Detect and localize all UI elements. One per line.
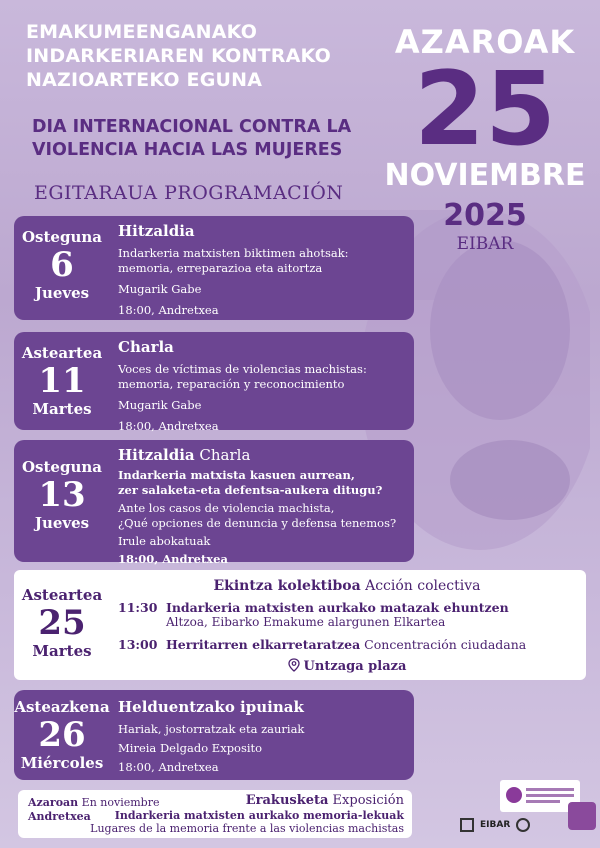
exhibition-info xyxy=(90,794,404,835)
item-text: Indarkeria matxisten aurkako matazak ehuntzen xyxy=(166,600,509,615)
collective-title xyxy=(118,578,576,594)
day-number: 11 xyxy=(38,361,86,401)
item-time: 13:00 xyxy=(118,637,158,652)
event-line: Mireia Delgado Exposito xyxy=(118,741,263,755)
event-line: zer salaketa-eta defentsa-aukera ditugu? xyxy=(118,483,383,497)
month-spanish: NOVIEMBRE xyxy=(384,158,586,193)
sponsor-logos xyxy=(440,780,590,840)
exhibition-place: Andretxea xyxy=(28,810,91,823)
collective-location xyxy=(118,658,576,674)
event-card xyxy=(14,440,414,566)
event-content xyxy=(118,698,406,774)
program-title: EGITARAUA PROGRAMACIÓN xyxy=(34,182,344,204)
exhibition-title xyxy=(90,794,404,807)
exhibition-title-eu: Erakusketa xyxy=(245,793,329,808)
item-text-light: Concentración ciudadana xyxy=(360,637,527,652)
event-title-text: Charla xyxy=(118,338,174,356)
event-card xyxy=(14,332,414,433)
event-organizer: Irule abokatuak xyxy=(118,534,211,548)
title-eu-line-1: EMAKUMEENGANAKO xyxy=(26,21,258,43)
event-line: Hariak, jostorratzak eta zauriak xyxy=(118,722,305,736)
title-es-line-2: VIOLENCIA HACIA LAS MUJERES xyxy=(32,140,343,160)
event-line: memoria, reparación y reconocimiento xyxy=(118,377,345,391)
map-pin-icon xyxy=(288,658,300,672)
event-date xyxy=(14,228,110,302)
weekday-spanish: Martes xyxy=(32,642,92,660)
collective-title-eu: Ekintza kolektiboa xyxy=(213,578,361,594)
exhibition-title-es: Exposición xyxy=(328,793,404,808)
event-content xyxy=(118,446,406,566)
collective-item xyxy=(118,637,576,652)
event-title xyxy=(118,222,406,240)
item-subtext: Altzoa, Eibarko Emakume alargunen Elkartea xyxy=(166,615,446,629)
collective-action-band xyxy=(14,570,586,680)
event-title xyxy=(118,338,406,356)
exhibition-line-es: Lugares de la memoria frente a las violencias machistas xyxy=(90,822,404,835)
weekday-basque: Osteguna xyxy=(21,228,102,246)
item-text: Herritarren elkarretaratzea xyxy=(166,637,361,652)
basque-seal-logo xyxy=(460,818,474,832)
item-time: 11:30 xyxy=(118,600,158,615)
secondary-logo xyxy=(516,818,530,832)
weekday-spanish: Miércoles xyxy=(20,754,104,772)
day-number: 25 xyxy=(414,50,556,169)
event-time-place: 18:00, Andretxea xyxy=(118,552,228,566)
title-eu-line-3: NAZIOARTEKO EGUNA xyxy=(26,69,263,91)
day-number: 13 xyxy=(38,475,86,515)
day-number: 26 xyxy=(38,715,86,755)
event-line: memoria, erreparazioa eta aitortza xyxy=(118,261,323,275)
event-line: Ante los casos de violencia machista, xyxy=(118,501,335,515)
event-line: Indarkeria matxisten biktimen ahotsak: xyxy=(118,246,349,260)
day-number: 25 xyxy=(38,603,86,643)
event-title-light: Charla xyxy=(194,446,251,464)
event-card xyxy=(14,690,414,780)
andretxea-logo xyxy=(568,802,596,830)
title-spanish xyxy=(32,116,351,162)
year: 2025 xyxy=(443,198,527,233)
event-line: Indarkeria matxista kasuen aurrean, xyxy=(118,468,355,482)
when-eu: Azaroan xyxy=(28,796,79,809)
weekday-basque: Asteartea xyxy=(21,586,103,604)
title-es-line-1: DIA INTERNACIONAL CONTRA LA xyxy=(32,117,352,137)
event-content xyxy=(118,222,406,317)
event-content xyxy=(118,338,406,433)
weekday-basque: Asteazkena xyxy=(14,698,110,716)
event-title: Helduentzako ipuinak xyxy=(118,698,304,716)
exhibition-band xyxy=(18,790,412,838)
location-text: Untzaga plaza xyxy=(303,659,407,674)
event-line: Voces de víctimas de violencias machistas: xyxy=(118,362,367,376)
title-basque xyxy=(26,20,331,92)
when-es: En noviembre xyxy=(78,796,160,809)
collective-content xyxy=(118,578,576,674)
eibar-logo: EIBAR xyxy=(480,820,511,830)
weekday-spanish: Martes xyxy=(32,400,92,418)
event-organizer: Mugarik Gabe xyxy=(118,398,202,412)
event-time-place: 18:00, Andretxea xyxy=(118,419,219,433)
event-date xyxy=(14,586,110,660)
exhibition-line-eu: Indarkeria matxisten aurkako memoria-lekuak xyxy=(114,809,404,822)
event-title-text: Hitzaldia xyxy=(118,446,195,464)
collective-title-es: Acción colectiva xyxy=(360,578,481,594)
event-time-place: 18:00, Andretxea xyxy=(118,760,219,774)
event-organizer: Mugarik Gabe xyxy=(118,282,202,296)
weekday-basque: Asteartea xyxy=(21,344,103,362)
event-date xyxy=(14,458,110,532)
event-time-place: 18:00, Andretxea xyxy=(118,303,219,317)
event-title xyxy=(118,446,406,464)
city: EIBAR xyxy=(456,234,514,254)
event-title-text: Hitzaldia xyxy=(118,222,195,240)
month-basque: AZAROAK xyxy=(394,23,576,61)
weekday-spanish: Jueves xyxy=(34,284,90,302)
weekday-spanish: Jueves xyxy=(34,514,90,532)
day-number: 6 xyxy=(50,245,74,285)
event-date xyxy=(14,344,110,418)
title-eu-line-2: INDARKERIAREN KONTRAKO xyxy=(26,45,331,67)
weekday-basque: Osteguna xyxy=(21,458,102,476)
event-card xyxy=(14,216,414,320)
collective-item xyxy=(118,600,576,615)
event-date xyxy=(14,698,110,772)
event-line: ¿Qué opciones de denuncia y defensa tenemos? xyxy=(118,516,397,530)
